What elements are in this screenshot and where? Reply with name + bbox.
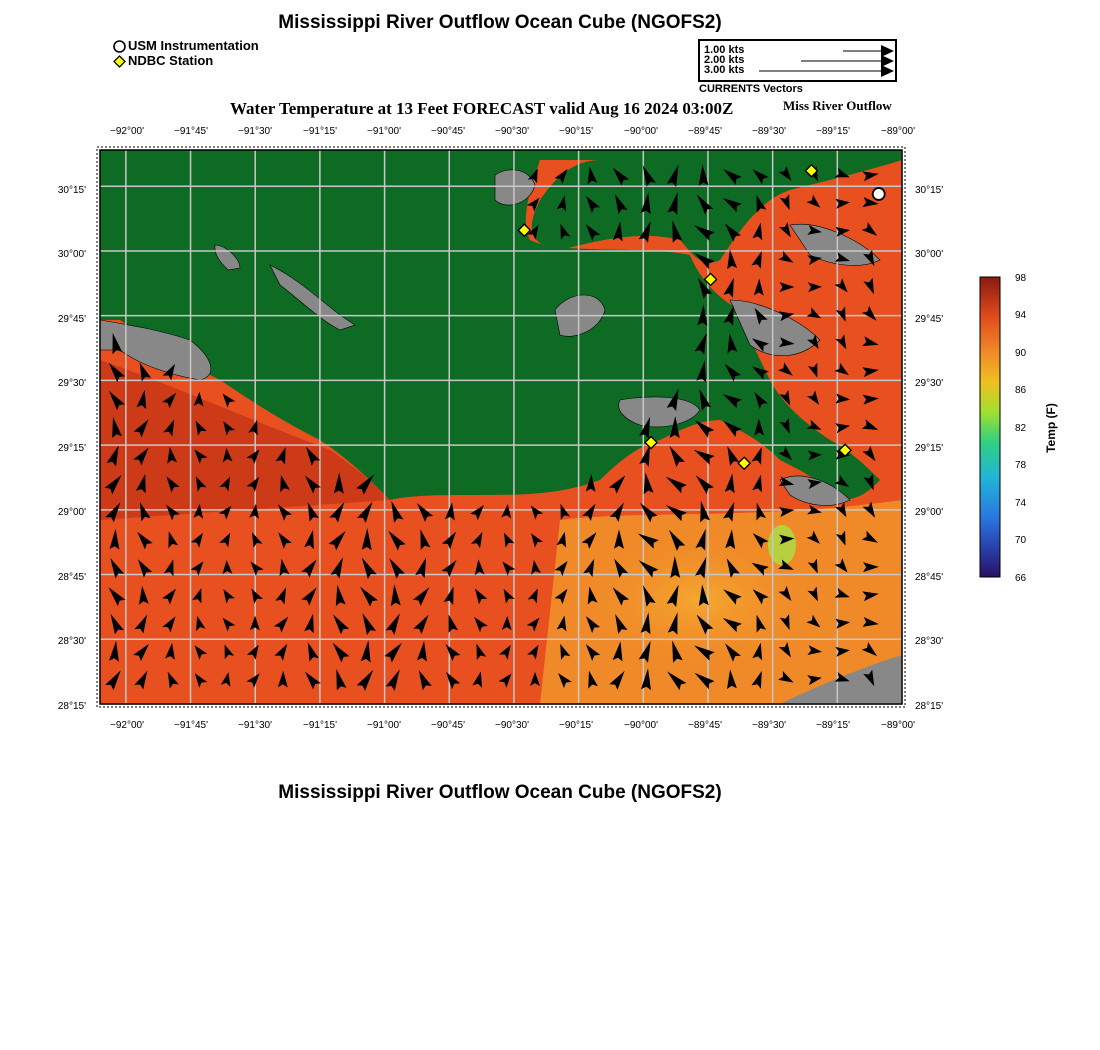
lon-tick-label: −90°15' xyxy=(559,720,593,731)
vector-key-row: 2.00 kts xyxy=(704,54,745,66)
lon-tick-label: −91°00' xyxy=(367,126,401,137)
colorbar-tick: 98 xyxy=(1015,273,1027,284)
lat-tick-label: 28°15' xyxy=(57,701,86,712)
lat-tick-label: 29°30' xyxy=(915,378,944,389)
lon-labels-top xyxy=(110,126,915,137)
lat-tick-label: 30°00' xyxy=(915,249,944,260)
usm-station-marker xyxy=(873,188,885,200)
lon-tick-label: −89°00' xyxy=(881,126,915,137)
lat-tick-label: 29°45' xyxy=(915,314,944,325)
map-region-label: Miss River Outflow xyxy=(783,98,892,113)
lat-tick-label: 30°15' xyxy=(57,185,86,196)
lat-tick-label: 28°45' xyxy=(57,572,86,583)
colorbar-tick: 86 xyxy=(1015,385,1027,396)
lat-tick-label: 29°00' xyxy=(57,507,86,518)
colorbar-tick: 66 xyxy=(1015,573,1027,584)
colorbar-gradient xyxy=(980,277,1000,577)
lon-tick-label: −90°30' xyxy=(495,720,529,731)
colorbar-label: Temp (F) xyxy=(1044,403,1058,453)
lat-tick-label: 28°15' xyxy=(915,701,944,712)
lat-labels-left xyxy=(58,185,86,712)
lon-tick-label: −91°45' xyxy=(174,126,208,137)
lon-tick-label: −92°00' xyxy=(110,126,144,137)
lon-tick-label: −92°00' xyxy=(110,720,144,731)
colorbar-tick: 70 xyxy=(1015,535,1027,546)
lon-tick-label: −91°15' xyxy=(303,720,337,731)
lon-tick-label: −91°30' xyxy=(238,720,272,731)
vector-key-row: 1.00 kts xyxy=(704,44,745,56)
lat-tick-label: 29°30' xyxy=(57,378,86,389)
lat-tick-label: 28°45' xyxy=(915,572,944,583)
lon-tick-label: −89°00' xyxy=(881,720,915,731)
lat-tick-label: 30°15' xyxy=(915,185,944,196)
page-title-secondary: Mississippi River Outflow Ocean Cube (NGOFS2) xyxy=(278,782,722,803)
lat-labels-right xyxy=(915,185,943,712)
lat-tick-label: 30°00' xyxy=(57,249,86,260)
legend-usm-label: USM Instrumentation xyxy=(128,38,259,53)
lat-tick-label: 28°30' xyxy=(915,636,944,647)
lon-tick-label: −90°45' xyxy=(431,126,465,137)
lon-tick-label: −90°15' xyxy=(559,126,593,137)
lon-tick-label: −89°30' xyxy=(752,720,786,731)
lat-tick-label: 29°15' xyxy=(57,443,86,454)
colorbar xyxy=(980,273,1058,584)
colorbar-tick: 90 xyxy=(1015,348,1027,359)
colorbar-tick: 94 xyxy=(1015,310,1027,321)
lon-tick-label: −91°15' xyxy=(303,126,337,137)
lon-tick-label: −89°30' xyxy=(752,126,786,137)
vector-key-row: 3.00 kts xyxy=(704,64,745,76)
lat-tick-label: 28°30' xyxy=(57,636,86,647)
vector-key-caption: CURRENTS Vectors xyxy=(699,83,803,95)
colorbar-tick: 74 xyxy=(1015,498,1027,509)
lon-tick-label: −89°45' xyxy=(688,720,722,731)
lon-tick-label: −91°00' xyxy=(367,720,401,731)
lon-tick-label: −90°45' xyxy=(431,720,465,731)
lon-tick-label: −91°45' xyxy=(174,720,208,731)
lon-tick-label: −90°30' xyxy=(495,126,529,137)
map-subtitle: Water Temperature at 13 Feet FORECAST valid Aug 16 2024 03:00Z xyxy=(230,99,734,118)
lat-tick-label: 29°45' xyxy=(57,314,86,325)
colorbar-tick: 82 xyxy=(1015,423,1027,434)
lon-tick-label: −89°15' xyxy=(816,720,850,731)
colorbar-tick: 78 xyxy=(1015,460,1027,471)
lon-tick-label: −91°30' xyxy=(238,126,272,137)
lon-tick-label: −90°00' xyxy=(624,720,658,731)
lat-tick-label: 29°15' xyxy=(915,443,944,454)
lon-tick-label: −89°15' xyxy=(816,126,850,137)
lat-tick-label: 29°00' xyxy=(915,507,944,518)
lon-labels-bottom xyxy=(110,720,915,731)
legend-ndbc-label: NDBC Station xyxy=(128,53,214,68)
lon-tick-label: −90°00' xyxy=(624,126,658,137)
page-title: Mississippi River Outflow Ocean Cube (NGOFS2) xyxy=(278,12,722,33)
lon-tick-label: −89°45' xyxy=(688,126,722,137)
